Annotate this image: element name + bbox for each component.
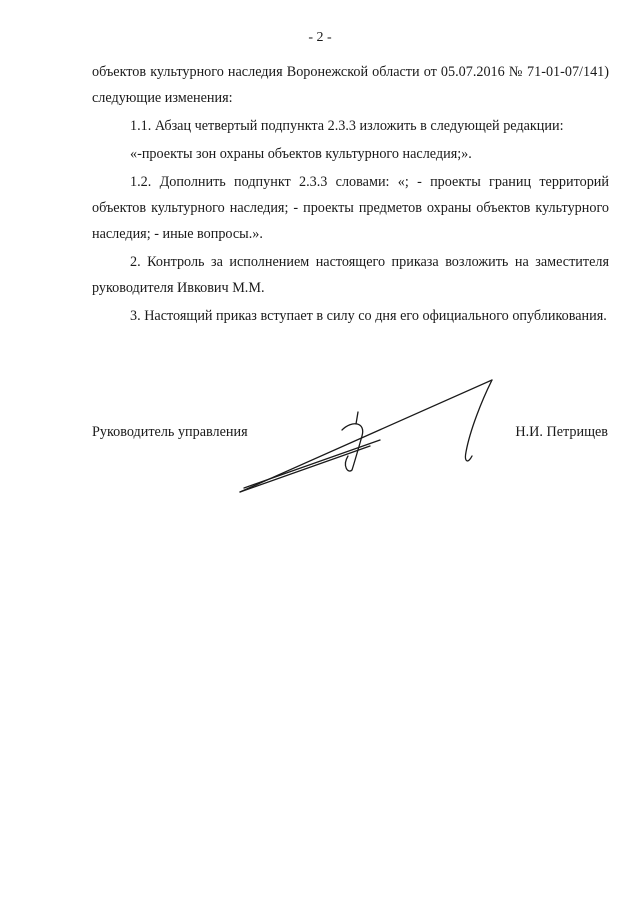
handwritten-signature [230, 370, 510, 500]
paragraph-1-2: 1.2. Дополнить подпункт 2.3.3 словами: «; - проекты границ территорий объектов культурного наследия; - проекты предметов охраны объектов культурного наследия; - иные вопросы.». [92, 174, 609, 242]
paragraph-intro: объектов культурного наследия Воронежской области от 05.07.2016 № 71-01-07/141) следующие изменения: [92, 64, 609, 106]
paragraph-2: 2. Контроль за исполнением настоящего приказа возложить на заместителя руководителя Ивкович М.М. [92, 254, 609, 296]
document-body [92, 59, 609, 331]
signer-name: Н.И. Петрищев [515, 424, 608, 440]
paragraph-1-1: 1.1. Абзац четвертый подпункта 2.3.3 изложить в следующей редакции: [130, 118, 564, 134]
signatory-position: Руководитель управления [92, 424, 248, 440]
paragraph-1-1-quote: «-проекты зон охраны объектов культурного наследия;». [130, 146, 472, 162]
page-number: - 2 - [308, 30, 332, 45]
paragraph-3: 3. Настоящий приказ вступает в силу со дня его официального опубликования. [130, 308, 607, 324]
